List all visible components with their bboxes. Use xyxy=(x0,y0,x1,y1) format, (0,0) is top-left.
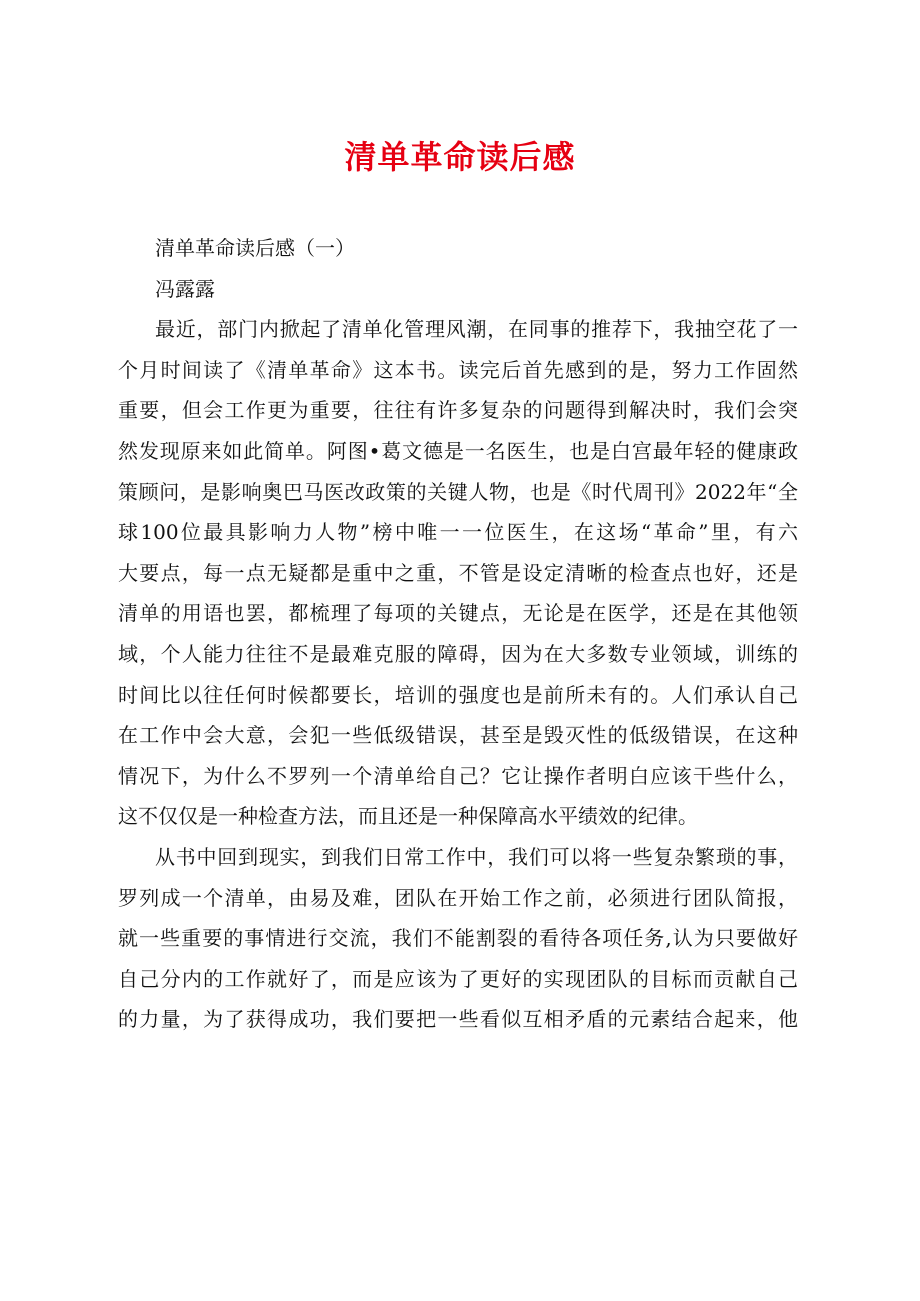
paragraph-line: 最近，部门内掀起了清单化管理风潮，在同事的推荐下，我抽空花了一 xyxy=(155,317,798,342)
paragraph-line: 策顾问，是影响奥巴马医改政策的关键人物，也是《时代周刊》2022年“全 xyxy=(118,479,798,504)
document-body xyxy=(118,228,798,1040)
paragraph-2 xyxy=(118,837,798,1040)
paragraph-line: 从书中回到现实，到我们日常工作中，我们可以将一些复杂繁琐的事， xyxy=(155,844,798,869)
paragraph-line: 就一些重要的事情进行交流，我们不能割裂的看待各项任务,认为只要做好 xyxy=(118,926,798,951)
paragraph-line: 的力量，为了获得成功，我们要把一些看似互相矛盾的元素结合起来，他 xyxy=(118,1007,798,1032)
document-title: 清单革命读后感 xyxy=(344,138,576,176)
paragraph-line: 然发现原来如此简单。阿图•葛文德是一名医生，也是白宫最年轻的健康政 xyxy=(118,438,798,463)
paragraph-line: 球100位最具影响力人物”榜中唯一一位医生，在这场“革命”里，有六 xyxy=(118,520,798,545)
paragraph-line: 自己分内的工作就好了，而是应该为了更好的实现团队的目标而贡献自己 xyxy=(118,966,798,991)
paragraph-line: 清单的用语也罢，都梳理了每项的关键点，无论是在医学，还是在其他领 xyxy=(118,601,798,626)
paragraph-line: 大要点，每一点无疑都是重中之重，不管是设定清晰的检查点也好，还是 xyxy=(118,560,798,585)
paragraph-line: 在工作中会大意，会犯一些低级错误，甚至是毁灭性的低级错误，在这种 xyxy=(118,723,798,748)
paragraph-1 xyxy=(118,309,798,837)
paragraph-line: 个月时间读了《清单革命》这本书。读完后首先感到的是，努力工作固然 xyxy=(118,357,798,382)
paragraph-line: 情况下，为什么不罗列一个清单给自己？它让操作者明白应该干些什么， xyxy=(118,763,798,788)
paragraph-line: 这不仅仅是一种检查方法，而且还是一种保障高水平绩效的纪律。 xyxy=(118,804,698,829)
document-author: 冯露露 xyxy=(155,276,215,301)
paragraph-line: 域，个人能力往往不是最难克服的障碍，因为在大多数专业领域，训练的 xyxy=(118,641,798,666)
document-subtitle: 清单革命读后感（一） xyxy=(155,236,355,260)
paragraph-line: 罗列成一个清单，由易及难，团队在开始工作之前，必须进行团队简报， xyxy=(118,885,798,910)
paragraph-line: 时间比以往任何时候都要长，培训的强度也是前所未有的。人们承认自己 xyxy=(118,682,798,707)
paragraph-line: 重要，但会工作更为重要，往往有许多复杂的问题得到解决时，我们会突 xyxy=(118,398,798,423)
